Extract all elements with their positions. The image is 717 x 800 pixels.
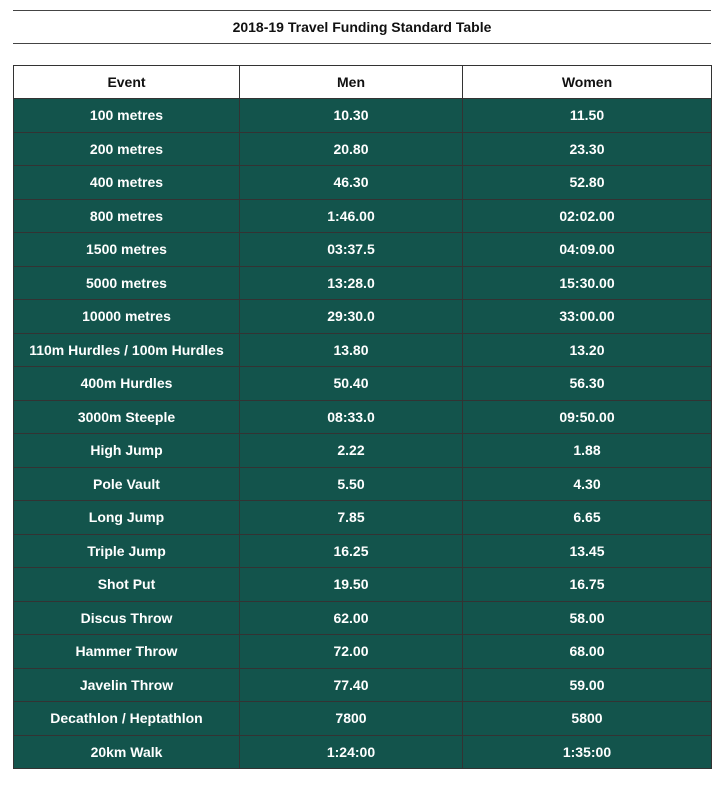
header-event: Event: [14, 66, 240, 99]
table-row: [14, 166, 712, 200]
table-header: [14, 66, 712, 99]
men-cell: 16.25: [240, 534, 463, 568]
men-cell: 62.00: [240, 601, 463, 635]
event-cell: 100 metres: [14, 99, 240, 133]
event-cell: Discus Throw: [14, 601, 240, 635]
event-cell: Decathlon / Heptathlon: [14, 702, 240, 736]
men-cell: 1:24:00: [240, 735, 463, 769]
men-cell: 77.40: [240, 668, 463, 702]
table-row: [14, 702, 712, 736]
men-cell: 20.80: [240, 132, 463, 166]
table-row: [14, 568, 712, 602]
event-cell: Long Jump: [14, 501, 240, 535]
women-cell: 33:00.00: [463, 300, 712, 334]
header-row: [14, 66, 712, 99]
women-cell: 56.30: [463, 367, 712, 401]
men-cell: 13.80: [240, 333, 463, 367]
women-cell: 59.00: [463, 668, 712, 702]
table-row: [14, 199, 712, 233]
men-cell: 46.30: [240, 166, 463, 200]
table-row: [14, 132, 712, 166]
women-cell: 16.75: [463, 568, 712, 602]
table-row: [14, 668, 712, 702]
event-cell: 400 metres: [14, 166, 240, 200]
standards-table: [13, 65, 712, 769]
event-cell: Triple Jump: [14, 534, 240, 568]
men-cell: 08:33.0: [240, 400, 463, 434]
event-cell: 1500 metres: [14, 233, 240, 267]
women-cell: 52.80: [463, 166, 712, 200]
women-cell: 02:02.00: [463, 199, 712, 233]
event-cell: Pole Vault: [14, 467, 240, 501]
event-cell: 400m Hurdles: [14, 367, 240, 401]
event-cell: Javelin Throw: [14, 668, 240, 702]
table-row: [14, 635, 712, 669]
women-cell: 58.00: [463, 601, 712, 635]
event-cell: 3000m Steeple: [14, 400, 240, 434]
event-cell: High Jump: [14, 434, 240, 468]
men-cell: 1:46.00: [240, 199, 463, 233]
women-cell: 13.20: [463, 333, 712, 367]
women-cell: 68.00: [463, 635, 712, 669]
women-cell: 1.88: [463, 434, 712, 468]
header-men: Men: [240, 66, 463, 99]
men-cell: 29:30.0: [240, 300, 463, 334]
event-cell: 10000 metres: [14, 300, 240, 334]
table-row: [14, 400, 712, 434]
men-cell: 72.00: [240, 635, 463, 669]
women-cell: 15:30.00: [463, 266, 712, 300]
women-cell: 23.30: [463, 132, 712, 166]
table-row: [14, 601, 712, 635]
men-cell: 19.50: [240, 568, 463, 602]
event-cell: Shot Put: [14, 568, 240, 602]
event-cell: Hammer Throw: [14, 635, 240, 669]
table-row: [14, 333, 712, 367]
men-cell: 7800: [240, 702, 463, 736]
women-cell: 13.45: [463, 534, 712, 568]
table-row: [14, 266, 712, 300]
event-cell: 200 metres: [14, 132, 240, 166]
women-cell: 11.50: [463, 99, 712, 133]
title-bar: [13, 10, 711, 44]
table-row: [14, 367, 712, 401]
event-cell: 5000 metres: [14, 266, 240, 300]
header-women: Women: [463, 66, 712, 99]
table-row: [14, 501, 712, 535]
table-row: [14, 300, 712, 334]
women-cell: 6.65: [463, 501, 712, 535]
table-body: [14, 99, 712, 769]
men-cell: 2.22: [240, 434, 463, 468]
men-cell: 10.30: [240, 99, 463, 133]
men-cell: 5.50: [240, 467, 463, 501]
table-row: [14, 233, 712, 267]
table-row: [14, 99, 712, 133]
table-row: [14, 467, 712, 501]
women-cell: 1:35:00: [463, 735, 712, 769]
event-cell: 110m Hurdles / 100m Hurdles: [14, 333, 240, 367]
event-cell: 800 metres: [14, 199, 240, 233]
men-cell: 50.40: [240, 367, 463, 401]
women-cell: 09:50.00: [463, 400, 712, 434]
page-title: 2018-19 Travel Funding Standard Table: [232, 19, 492, 35]
table-row: [14, 434, 712, 468]
women-cell: 5800: [463, 702, 712, 736]
table-row: [14, 735, 712, 769]
women-cell: 04:09.00: [463, 233, 712, 267]
men-cell: 13:28.0: [240, 266, 463, 300]
event-cell: 20km Walk: [14, 735, 240, 769]
table-row: [14, 534, 712, 568]
men-cell: 7.85: [240, 501, 463, 535]
men-cell: 03:37.5: [240, 233, 463, 267]
women-cell: 4.30: [463, 467, 712, 501]
